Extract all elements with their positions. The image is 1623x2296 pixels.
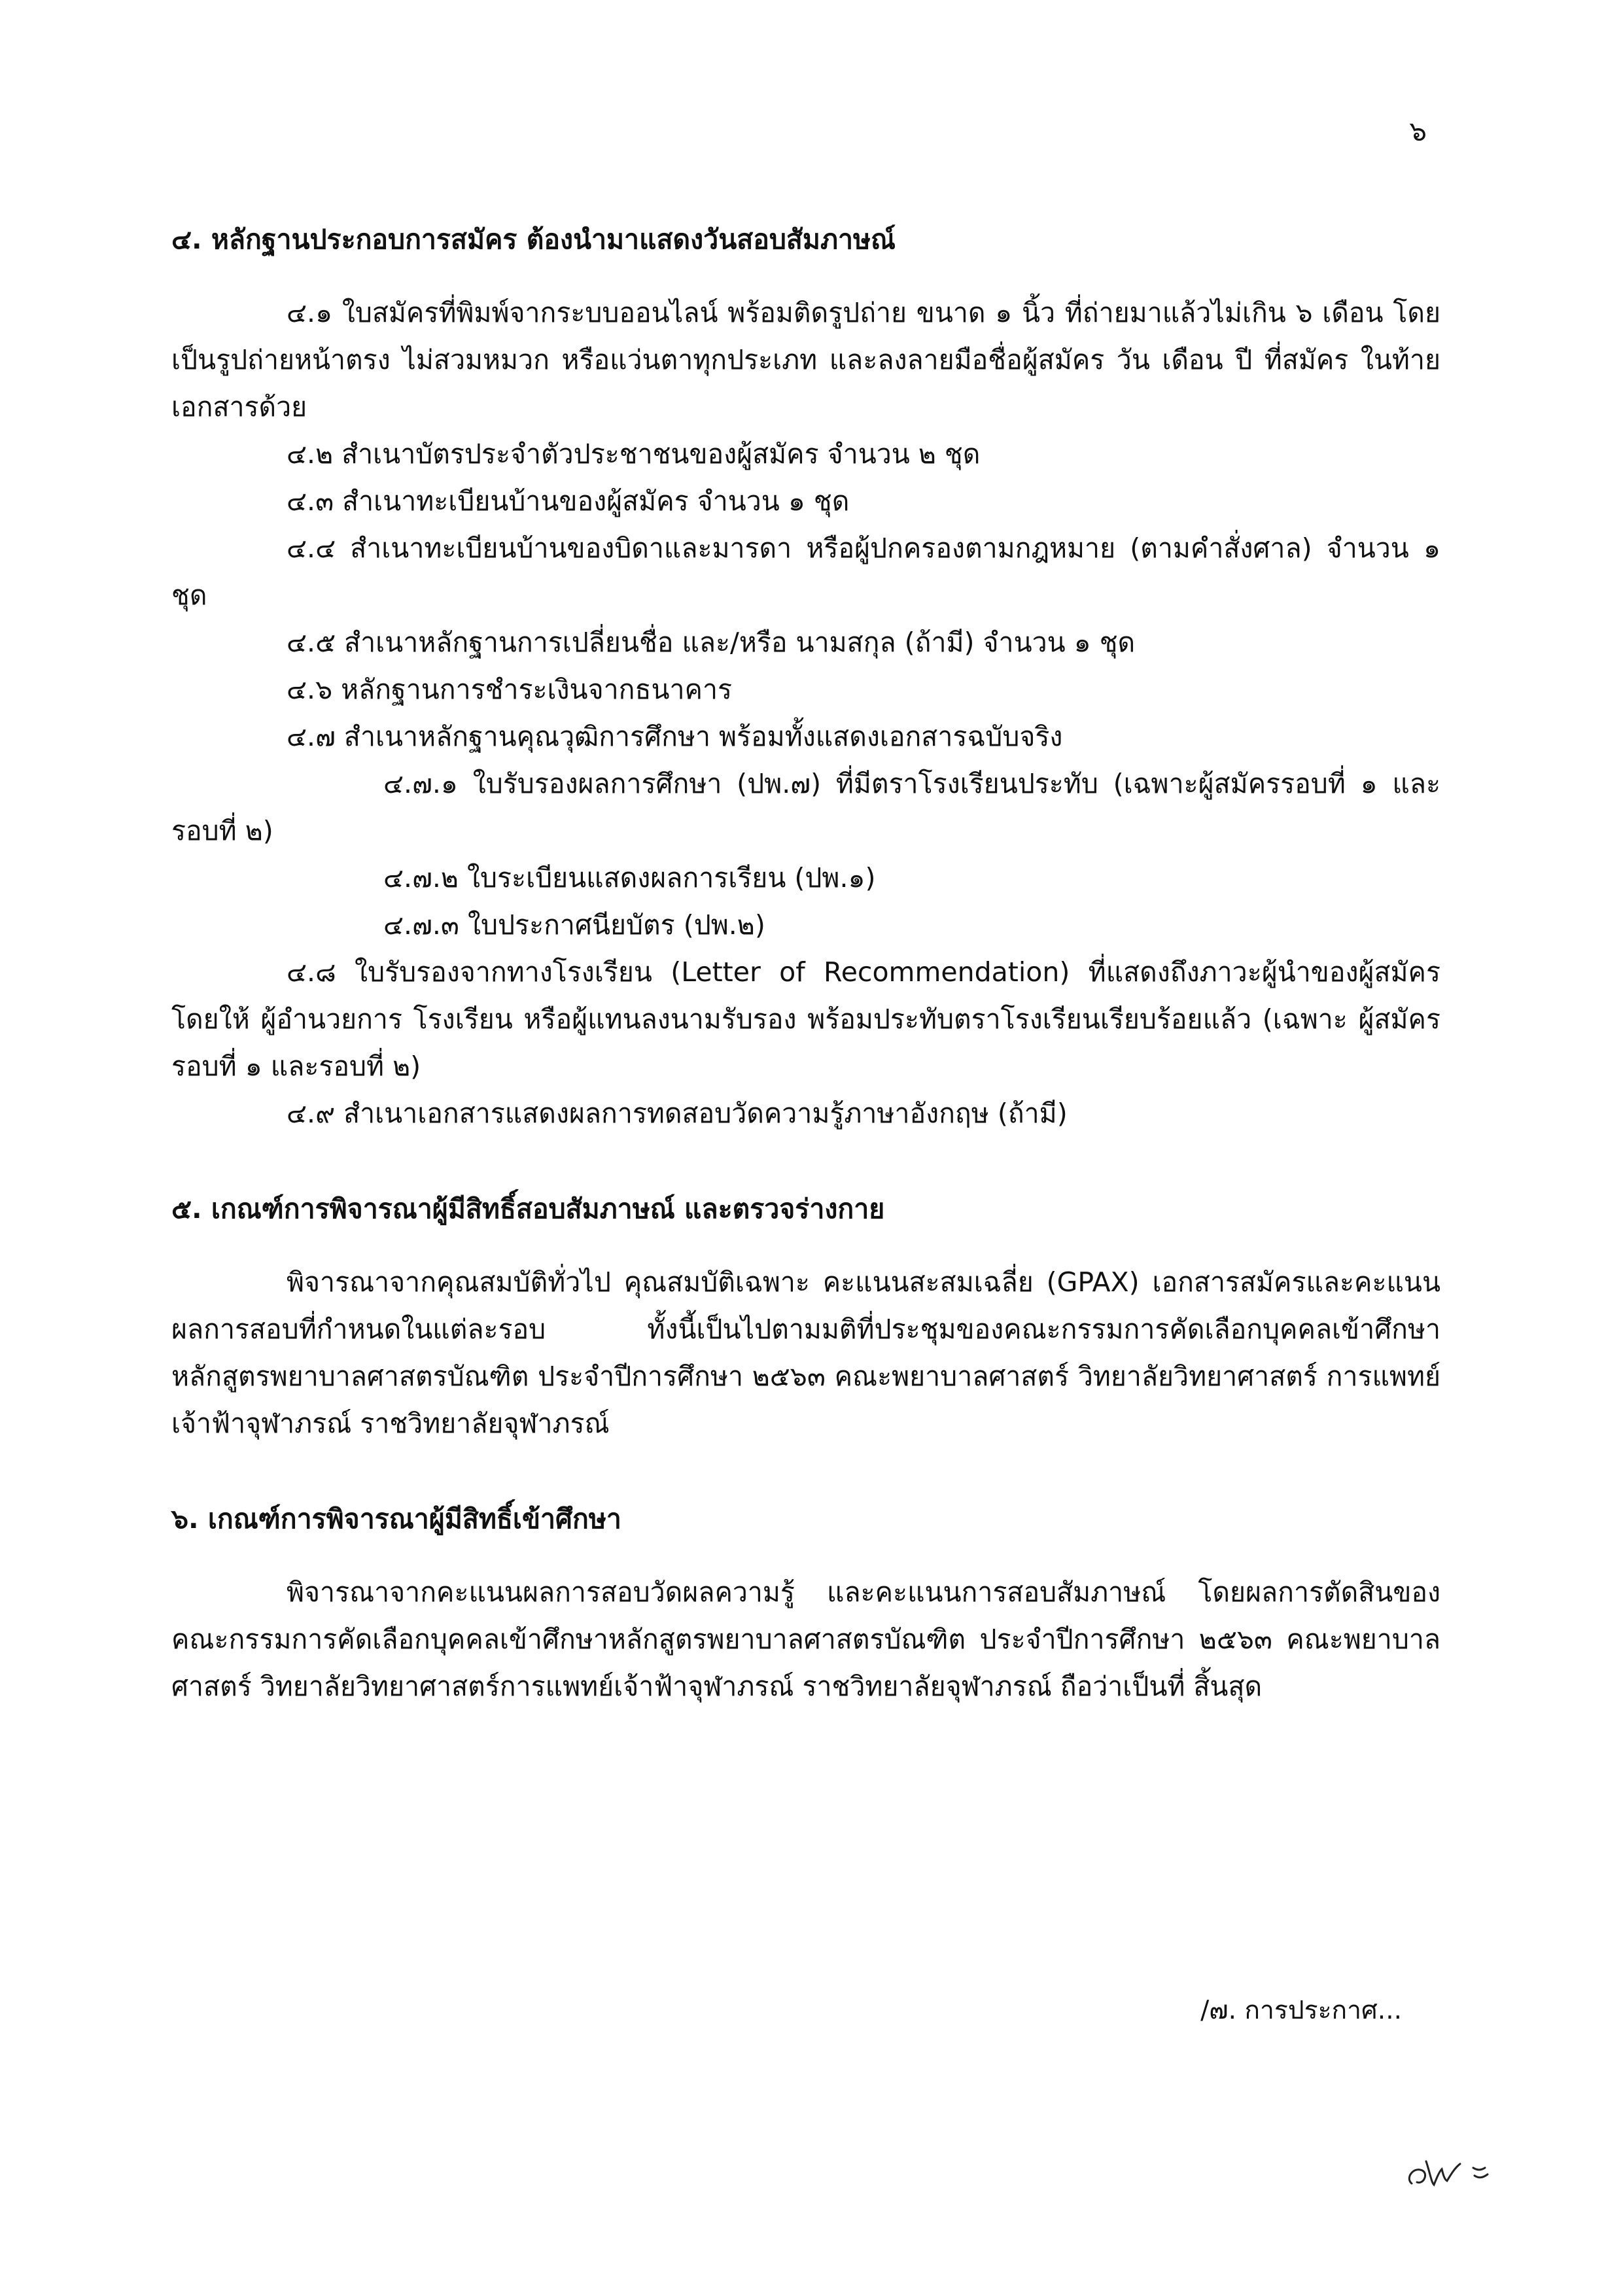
section-5-body: พิจารณาจากคุณสมบัติทั่วไป คุณสมบัติเฉพาะ คะแนนสะสมเฉลี่ย (GPAX) เอกสารสมัครและคะแนน ผลการสอบที่กำหนดในแต่ละรอบ ทั้งนี้เป็นไปตามมติที่ประชุมของคณะกรรมการคัดเลือกบุคคลเข้าศึกษา หลักสูตรพยาบาลศาสตรบัณฑิต ประจำปีการศึกษา ๒๕๖๓ คณะพยาบาลศาสตร์ วิทยาลัยวิทยาศาสตร์ การแพทย์เจ้าฟ้าจุฬาภรณ์ ราชวิทยาลัยจุฬาภรณ์ — [171, 1266, 1440, 1439]
section-4-heading: ๔. หลักฐานประกอบการสมัคร ต้องนำมาแสดงวันสอบสัมภาษณ์ — [171, 224, 896, 255]
section-6-body: พิจารณาจากคะแนนผลการสอบวัดผลความรู้ และคะแนนการสอบสัมภาษณ์ โดยผลการตัดสินของ คณะกรรมการคัดเลือกบุคคลเข้าศึกษาหลักสูตรพยาบาลศาสตรบัณฑิต ประจำปีการศึกษา ๒๕๖๓ คณะพยาบาลศาสตร์ วิทยาลัยวิทยาศาสตร์การแพทย์เจ้าฟ้าจุฬาภรณ์ ราชวิทยาลัยจุฬาภรณ์ ถือว่าเป็นที่ สิ้นสุด — [171, 1576, 1440, 1702]
item-4-4: ๔.๔ สำเนาทะเบียนบ้านของบิดาและมารดา หรือผู้ปกครองตามกฎหมาย (ตามคำสั่งศาล) จำนวน ๑ ชุด — [171, 532, 1440, 611]
continuation-note: /๗. การประกาศ... — [1200, 1996, 1402, 2025]
item-4-1: ๔.๑ ใบสมัครที่พิมพ์จากระบบออนไลน์ พร้อมติดรูปถ่าย ขนาด ๑ นิ้ว ที่ถ่ายมาแล้วไม่เกิน ๖ เดือน โดยเป็นรูปถ่ายหน้าตรง ไม่สวมหมวก หรือแว่นตาทุกประเภท และลงลายมือชื่อผู้สมัคร วัน เดือน ปี ที่สมัคร ในท้ายเอกสารด้วย — [171, 297, 1440, 423]
item-4-5: ๔.๕ สำเนาหลักฐานการเปลี่ยนชื่อ และ/หรือ นามสกุล (ถ้ามี) จำนวน ๑ ชุด — [287, 627, 1136, 658]
document-body — [171, 216, 1440, 1710]
item-4-8: ๔.๘ ใบรับรองจากทางโรงเรียน (Letter of Recommendation) ที่แสดงถึงภาวะผู้นำของผู้สมัคร โดยให้ ผู้อำนวยการ โรงเรียน หรือผู้แทนลงนามรับรอง พร้อมประทับตราโรงเรียนเรียบร้อยแล้ว (เฉพาะ ผู้สมัครรอบที่ ๑ และรอบที่ ๒) — [171, 956, 1440, 1082]
item-4-6: ๔.๖ หลักฐานการชำระเงินจากธนาคาร — [287, 674, 733, 705]
item-4-7: ๔.๗ สำเนาหลักฐานคุณวุฒิการศึกษา พร้อมทั้งแสดงเอกสารฉบับจริง — [287, 721, 1063, 752]
section-4-list — [171, 289, 1440, 1137]
handwritten-signature — [1400, 2132, 1498, 2198]
section-6-heading: ๖. เกณฑ์การพิจารณาผู้มีสิทธิ์เข้าศึกษา — [171, 1503, 621, 1535]
page-number: ๖ — [1409, 115, 1427, 147]
item-4-7-3: ๔.๗.๓ ใบประกาศนียบัตร (ปพ.๒) — [383, 909, 765, 941]
item-4-7-2: ๔.๗.๒ ใบระเบียนแสดงผลการเรียน (ปพ.๑) — [383, 862, 876, 894]
section-5-heading: ๕. เกณฑ์การพิจารณาผู้มีสิทธิ์สอบสัมภาษณ์ และตรวจร่างกาย — [171, 1193, 885, 1225]
item-4-9: ๔.๙ สำเนาเอกสารแสดงผลการทดสอบวัดความรู้ภาษาอังกฤษ (ถ้ามี) — [287, 1098, 1068, 1129]
item-4-3: ๔.๓ สำเนาทะเบียนบ้านของผู้สมัคร จำนวน ๑ ชุด — [287, 485, 850, 517]
item-4-7-1: ๔.๗.๑ ใบรับรองผลการศึกษา (ปพ.๗) ที่มีตราโรงเรียนประทับ (เฉพาะผู้สมัครรอบที่ ๑ และ รอบที่ ๒) — [171, 768, 1440, 846]
item-4-2: ๔.๒ สำเนาบัตรประจำตัวประชาชนของผู้สมัคร จำนวน ๒ ชุด — [287, 438, 981, 470]
